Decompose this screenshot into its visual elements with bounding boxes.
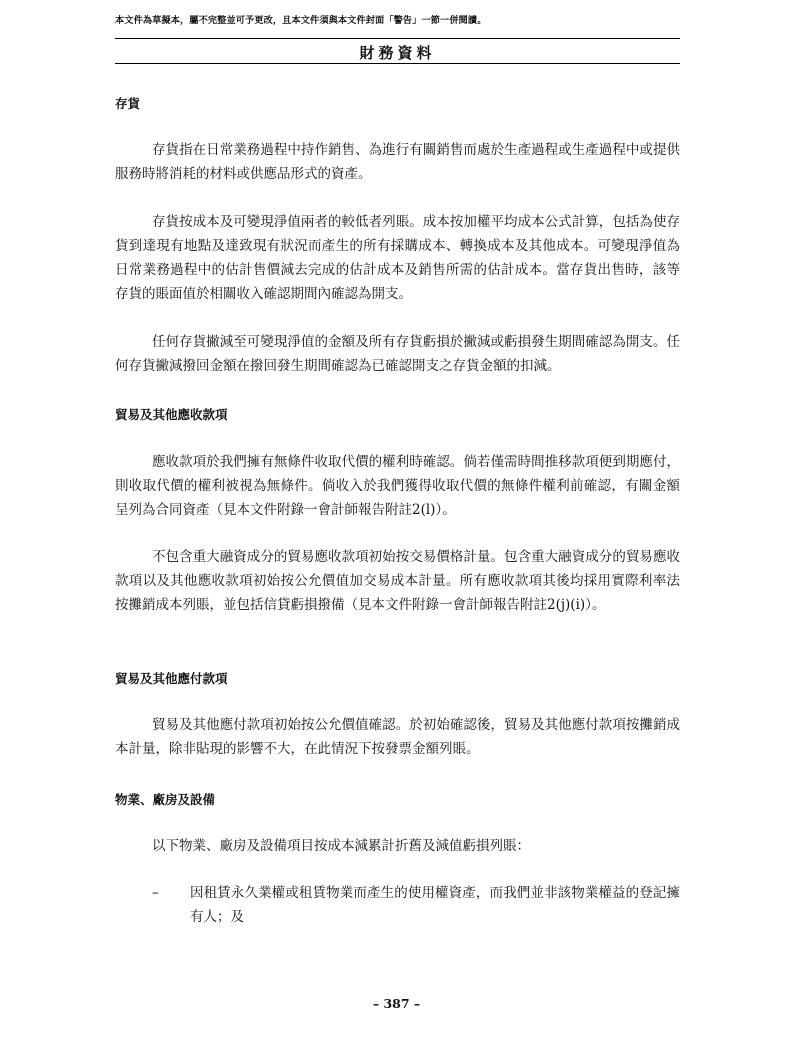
paragraph: 不包含重大融資成分的貿易應收款項初始按交易價格計量。包含重大融資成分的貿易應收款項以及其他應收款項初始按公允價值加交易成本計量。所有應收款項其後均採用實際利率法按攤銷成本列賬，並包括信貸虧損撥備（見本文件附錄一會計師報告附註2(j)(i)）。 [115, 549, 680, 613]
heading-inventories: 存貨 [115, 96, 141, 111]
section-title: 財務資料 [359, 44, 436, 62]
heading-trade-payables: 貿易及其他應付款項 [115, 671, 228, 686]
bullet-marker: – [152, 885, 159, 901]
header-rule-top [115, 38, 680, 39]
heading-trade-receivables: 貿易及其他應收款項 [115, 407, 228, 422]
heading-property-plant-equipment: 物業、廠房及設備 [115, 792, 216, 807]
paragraph: 任何存貨撇減至可變現淨值的金額及所有存貨虧損於撇減或虧損發生期間確認為開支。任何存貨撇減撥回金額在撥回發生期間確認為已確認開支之存貨金額的扣減。 [115, 334, 680, 374]
paragraph: 存貨按成本及可變現淨值兩者的較低者列賬。成本按加權平均成本公式計算，包括為使存貨到達現有地點及達致現有狀況而產生的所有採購成本、轉換成本及其他成本。可變現淨值為日常業務過程中的估計售價減去完成的估計成本及銷售所需的估計成本。當存貨出售時，該等存貨的賬面值於相關收入確認期間內確認為開支。 [115, 214, 680, 302]
paragraph: 貿易及其他應付款項初始按公允價值確認。於初始確認後，貿易及其他應付款項按攤銷成本計量，除非貼現的影響不大，在此情況下按發票金額列賬。 [115, 717, 680, 757]
paragraph: 存貨指在日常業務過程中持作銷售、為進行有關銷售而處於生產過程或生產過程中或提供服務時將消耗的材料或供應品形式的資產。 [115, 142, 680, 182]
draft-disclaimer: 本文件為草擬本，屬不完整並可予更改，且本文件須與本文件封面「警告」一節一併閱讀。 [115, 15, 487, 26]
paragraph: 以下物業、廠房及設備項目按成本減累計折舊及減值虧損列賬： [152, 838, 530, 854]
bullet-item: 因租賃永久業權或租賃物業而產生的使用權資產，而我們並非該物業權益的登記擁有人；及 [190, 885, 680, 925]
paragraph: 應收款項於我們擁有無條件收取代價的權利時確認。倘若僅需時間推移款項便到期應付，則收取代價的權利被視為無條件。倘收入於我們獲得收取代價的無條件權利前確認，有關金額呈列為合同資產（見本文件附錄一會計師報告附註2(l)）。 [115, 454, 680, 518]
page-number: – 387 – [372, 996, 421, 1011]
header-rule-bottom [115, 63, 680, 64]
